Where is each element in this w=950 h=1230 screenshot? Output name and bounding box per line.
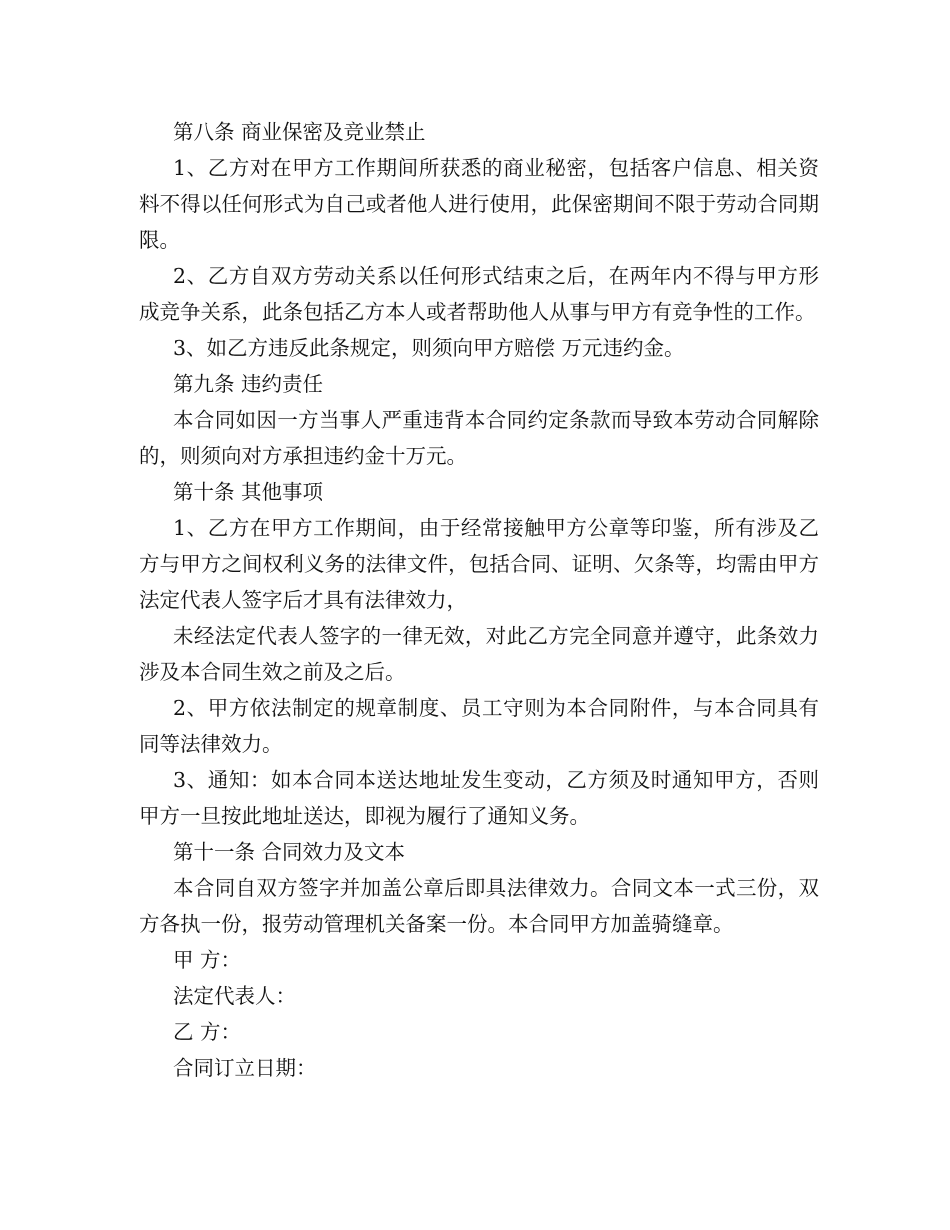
contract-date-line: 合同订立日期： (173, 1056, 317, 1080)
article-10-clause-1-continued: 未经法定代表人签字的一律无效，对此乙方完全同意并遵守，此条效力涉及本合同生效之前及之后。 (139, 624, 819, 684)
article-8-clause-1: 1、乙方对在甲方工作期间所获悉的商业秘密，包括客户信息、相关资料不得以任何形式为自己或者他人进行使用，此保密期间不限于劳动合同期限。 (139, 156, 819, 252)
article-8-heading: 第八条 商业保密及竞业禁止 (173, 120, 426, 144)
article-9-body: 本合同如因一方当事人严重违背本合同约定条款而导致本劳动合同解除的，则须向对方承担违约金十万元。 (139, 408, 819, 468)
document-body (139, 114, 819, 1086)
article-10-clause-2: 2、甲方依法制定的规章制度、员工守则为本合同附件，与本合同具有同等法律效力。 (139, 696, 819, 756)
party-b-signature-line: 乙 方： (173, 1020, 242, 1044)
article-10-heading: 第十条 其他事项 (173, 480, 324, 504)
article-8-clause-3: 3、如乙方违反此条规定，则须向甲方赔偿 万元违约金。 (173, 336, 685, 360)
article-8-clause-2: 2、乙方自双方劳动关系以任何形式结束之后，在两年内不得与甲方形成竞争关系，此条包括乙方本人或者帮助他人从事与甲方有竞争性的工作。 (139, 264, 819, 324)
article-9-heading: 第九条 违约责任 (173, 372, 324, 396)
party-a-signature-line: 甲 方： (173, 948, 242, 972)
article-11-heading: 第十一条 合同效力及文本 (173, 840, 406, 864)
article-10-clause-3: 3、通知：如本合同本送达地址发生变动，乙方须及时通知甲方，否则甲方一旦按此地址送达，即视为履行了通知义务。 (139, 768, 819, 828)
legal-representative-line: 法定代表人： (173, 984, 296, 1008)
article-10-clause-1: 1、乙方在甲方工作期间，由于经常接触甲方公章等印鉴，所有涉及乙方与甲方之间权利义务的法律文件，包括合同、证明、欠条等，均需由甲方法定代表人签字后才具有法律效力， (139, 516, 819, 612)
article-11-body: 本合同自双方签字并加盖公章后即具法律效力。合同文本一式三份，双方各执一份，报劳动管理机关备案一份。本合同甲方加盖骑缝章。 (139, 876, 819, 936)
